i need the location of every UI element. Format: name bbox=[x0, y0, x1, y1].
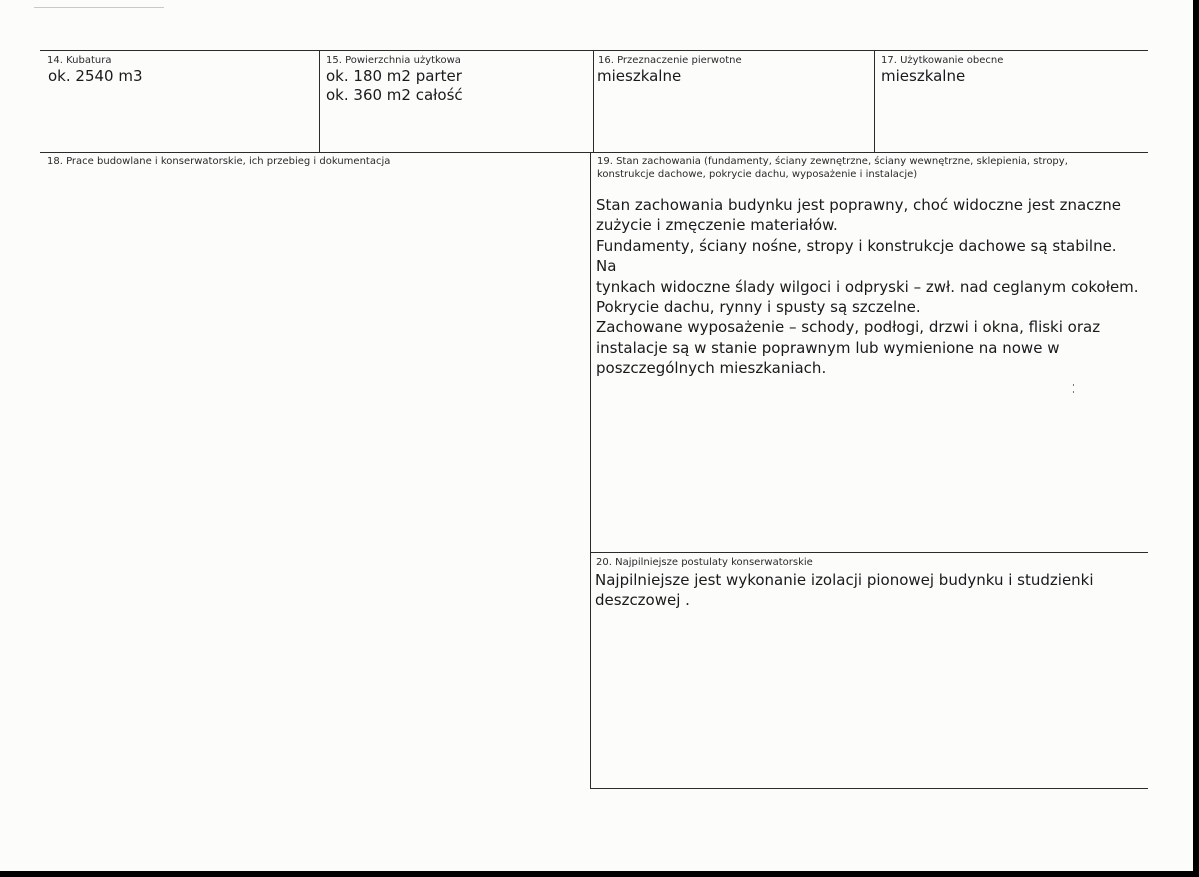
divider-15-16 bbox=[593, 50, 594, 153]
divider-14-15 bbox=[319, 50, 320, 153]
field-19-text: Stan zachowania budynku jest poprawny, choć widoczne jest znaczne zużycie i zmęczenie materiałów. Fundamenty, ściany nośne, stropy i konstrukcje dachowe są stabilne. Na tynkach widoczne ślady wilgoci i odpryski – zwł. nad ceglanym cokołem. Pokrycie dachu, rynny i spusty są szczelne. Zachowane wyposażenie – schody, podłogi, drzwi i okna, fliski oraz instalacje są w stanie poprawnym lub wymienione na nowe w poszczególnych mieszkaniach. bbox=[596, 196, 1139, 378]
field-15-value-line1: ok. 180 m2 parter bbox=[326, 67, 462, 85]
field-16-value: mieszkalne bbox=[597, 67, 682, 85]
divider-18-19 bbox=[590, 152, 591, 789]
field-20-text: Najpilniejsze jest wykonanie izolacji pionowej budynku i studzienki deszczowej . bbox=[595, 571, 1094, 610]
field-14-value: ok. 2540 m3 bbox=[48, 67, 143, 85]
field-16-label: 16. Przeznaczenie pierwotne bbox=[598, 55, 742, 66]
top-scan-mark bbox=[34, 7, 164, 8]
divider-16-17 bbox=[874, 50, 875, 153]
bottom-border bbox=[590, 788, 1148, 789]
row2-top-border bbox=[40, 152, 1148, 153]
field-20-label: 20. Najpilniejsze postulaty konserwatorskie bbox=[596, 557, 813, 568]
field-14-label: 14. Kubatura bbox=[47, 55, 112, 66]
field-18-label: 18. Prace budowlane i konserwatorskie, ich przebieg i dokumentacja bbox=[47, 156, 391, 167]
field-17-value: mieszkalne bbox=[881, 67, 966, 85]
field-15-value-line2: ok. 360 m2 całość bbox=[326, 86, 463, 104]
section20-top-border bbox=[590, 552, 1148, 553]
field-19-label: 19. Stan zachowania (fundamenty, ściany zewnętrzne, ściany wewnętrzne, sklepienia, stropy, konstrukcje dachowe, pokrycie dachu, wyposażenie i instalacje) bbox=[597, 156, 1068, 180]
field-15-label: 15. Powierzchnia użytkowa bbox=[326, 55, 461, 66]
scan-speck bbox=[1073, 384, 1074, 386]
row1-top-border bbox=[40, 50, 1148, 51]
scan-speck bbox=[1073, 391, 1074, 393]
field-17-label: 17. Użytkowanie obecne bbox=[881, 55, 1004, 66]
